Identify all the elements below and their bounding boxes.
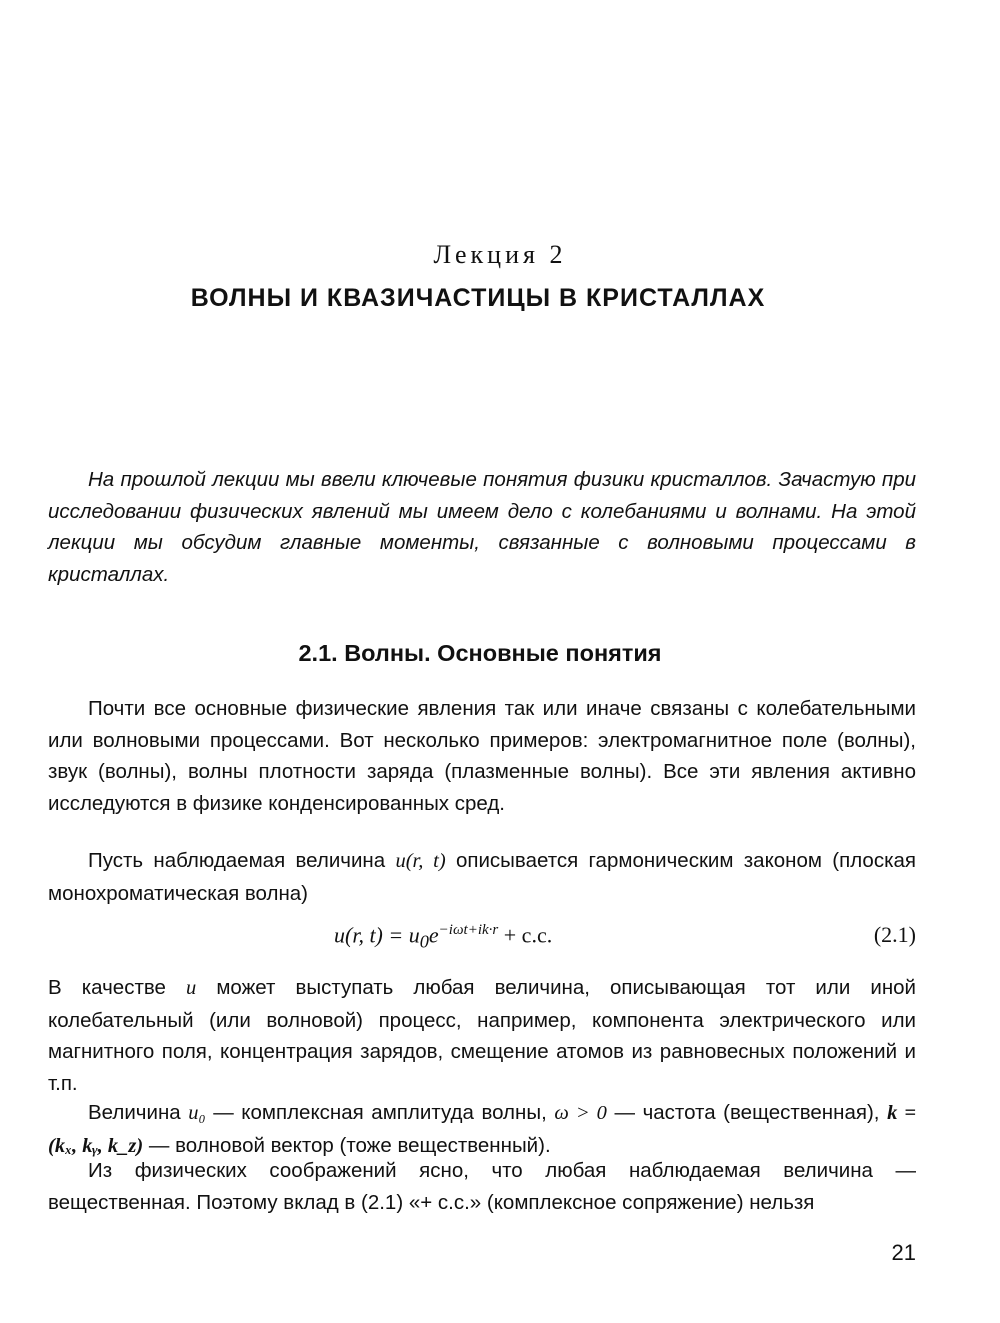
- equation-lhs: u(r, t) = u: [334, 922, 420, 948]
- paragraph-2-text-1: Пусть наблюдаемая величина: [88, 849, 396, 872]
- lecture-label: Лекция 2: [433, 240, 567, 269]
- equation-2-1: [48, 918, 916, 958]
- paragraph-3-math-1: u: [185, 977, 197, 999]
- equation-exponent: −iωt+ik·r: [438, 922, 499, 938]
- paragraph-2-text-2: описывается гармоническим законом (плоская монохроматическая волна): [48, 849, 916, 905]
- paragraph-4-text-4: — волновой вектор (тоже вещественный).: [143, 1133, 551, 1157]
- equation-base: e: [428, 922, 439, 948]
- equation-subscript: 0: [419, 931, 429, 952]
- paragraph-5: Из физических соображений ясно, что любая наблюдаемая величина — вещественная. Поэтому вклад в (2.1) «+ c.c.» (комплексное сопряжение) нельзя: [48, 1159, 916, 1214]
- equation-tail: + c.c.: [498, 922, 553, 948]
- paragraph-2-math-1: u(r, t): [395, 850, 446, 872]
- page-number: 21: [891, 1240, 916, 1265]
- paragraph-3-text-2: может выступать любая величина, описывающая тот или иной колебательный (или волновой) процесс, например, компонента электрического или магнитного поля, концентрация зарядов, смещение атомов из равновесных положений и т.п.: [48, 976, 916, 1095]
- paragraph-4-text-2: — комплексная амплитуда волны,: [205, 1101, 555, 1124]
- equation-number: (2.1): [873, 922, 916, 947]
- paragraph-3-text-1: В качестве: [48, 976, 186, 999]
- paragraph-4-math-2: ω > 0: [554, 1102, 607, 1124]
- paragraph-4-math-3: k = (kₓ, kᵧ, k_z): [48, 1102, 917, 1157]
- paragraph-4: [48, 1097, 916, 1162]
- chapter-title: ВОЛНЫ И КВАЗИЧАСТИЦЫ В КРИСТАЛЛАХ: [190, 284, 766, 312]
- chapter-abstract: На прошлой лекции мы ввели ключевые понятия физики кристаллов. Зачастую при исследовании физических явлений мы имеем дело с колебаниями и волнами. На этой лекции мы обсудим главные моменты, связанные с волновыми процессами в кристаллах.: [48, 468, 916, 586]
- section-heading: 2.1. Волны. Основные понятия: [298, 640, 662, 666]
- paragraph-4-text-3: — частота (вещественная),: [606, 1101, 888, 1124]
- paragraph-4-math-1: u₀: [188, 1102, 206, 1124]
- equation-formula: [334, 922, 552, 953]
- paragraph-4-text-1: Величина: [88, 1101, 189, 1124]
- paragraph-1: Почти все основные физические явления так или иначе связаны с колебательными или волновыми процессами. Вот несколько примеров: электромагнитное поле (волны), звук (волны), волны плотности заряда (плазменные волны). Все эти явления активно исследуются в физике конденсированных сред.: [48, 697, 916, 815]
- paragraph-2: [48, 845, 916, 909]
- paragraph-3: [48, 972, 916, 1099]
